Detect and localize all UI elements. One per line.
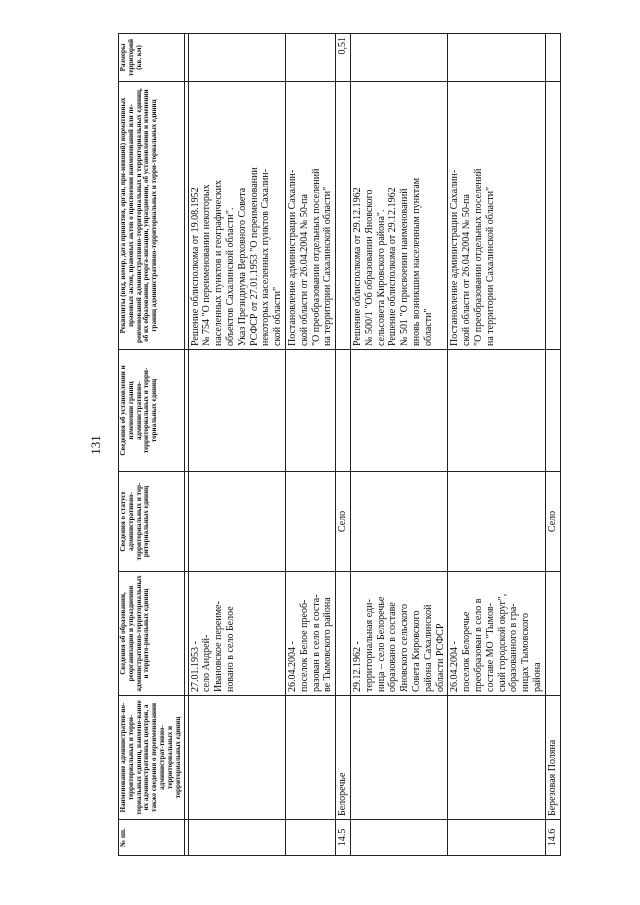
row-formation: 27.01.1953 - село Андрей- Ивановское переиме- новано в село Белое <box>189 601 237 692</box>
row-status: Село <box>337 510 349 533</box>
row-acts: Постановление администрации Сахалин- ской области от 26.04.2004 № 50-па "О преобразовании отдельных поселений на территории Сахалинской области" <box>449 168 496 346</box>
header-number: № пп. <box>119 820 185 856</box>
row-acts: Решение облисполкома от 29.12.1962 № 500/1 "Об образовании Яновского сельсовета Кировского района". Решение облисполкома от 29.12.1962 № 501 "О присвоении наименований вновь возникшим населенным пунктам области" <box>351 177 434 346</box>
row-formation: 26.04.2004 - поселок Белоречье преобразован в село в составе МО "Тымов- ский городской округ", образованного в гра- ницах Тымовского района <box>449 593 543 692</box>
row-name: Белоречье <box>337 772 349 816</box>
table-row <box>336 34 351 856</box>
row-number: 14.6 <box>546 828 558 847</box>
page-number: 131 <box>88 435 103 455</box>
header-row <box>119 34 185 856</box>
row-area: 0,51 <box>337 37 349 55</box>
header-formation: Сведения об образовании, реорганизации и упразднении административно-территориальных и террито-риальных единиц <box>119 572 185 696</box>
territorial-units-table <box>118 33 561 856</box>
header-acts: Реквизиты (вид, номер, дата принятия, орган, при-нявший) нормативных правовых актов, правовых актов о присвоении наименований или пе-реименований административно-территориальных и территориальных единиц, об их образовании, реорга-низации, упразднении, об установлении и изменении границ административно-территориальных и терри-ториальных единиц <box>119 82 185 350</box>
row-name: Березовая Поляна <box>546 739 558 816</box>
table-row <box>188 34 285 856</box>
table-row <box>545 34 560 856</box>
header-status: Сведения о статусе административно-территориальных и тер-риториальных единиц <box>119 472 185 572</box>
row-acts: Постановление администрации Сахалин- ской области от 26.04.2004 № 50-па "О преобразовании отдельных поселений на территории Сахалинской области" <box>287 168 334 346</box>
table-row <box>350 34 447 856</box>
rotated-page-content <box>88 34 626 856</box>
header-area: Размеры территорий (кв. км) <box>119 34 185 82</box>
row-formation: 29.12.1962 - территориальная еди- ница – село Белоречье образовано в составе Яновского сельского Совета Кировского района Сахалинской области РСФСР <box>351 596 446 692</box>
header-name: Наименование административ-но-территориальных и терри-ториальных единиц, наимено-вание их административных центров, а также сведения о переименовании администрат-тивно-территориальных и территориальных единиц <box>119 696 185 820</box>
row-formation: 26.04.2004 - поселок Белое преоб- разован в село в соста- ве Тымовского района <box>287 594 334 692</box>
table-row <box>286 34 336 856</box>
row-acts: Решение облисполкома от 19.08.1952 № 754 "О переименовании некоторых населенных пунктов и географических объектов Сахалинской области". Указ Президиума Верховного Совета РСФСР от 27.01.1953 "О переименовании некоторых населенных пунктов Сахалин- ской области" <box>189 167 284 346</box>
header-borders: Сведения об установлении и изменении границ административно-территориальных и терри-ториальных единиц <box>119 350 185 472</box>
row-status: Село <box>546 510 558 533</box>
row-number: 14.5 <box>337 828 349 847</box>
table-row <box>448 34 545 856</box>
